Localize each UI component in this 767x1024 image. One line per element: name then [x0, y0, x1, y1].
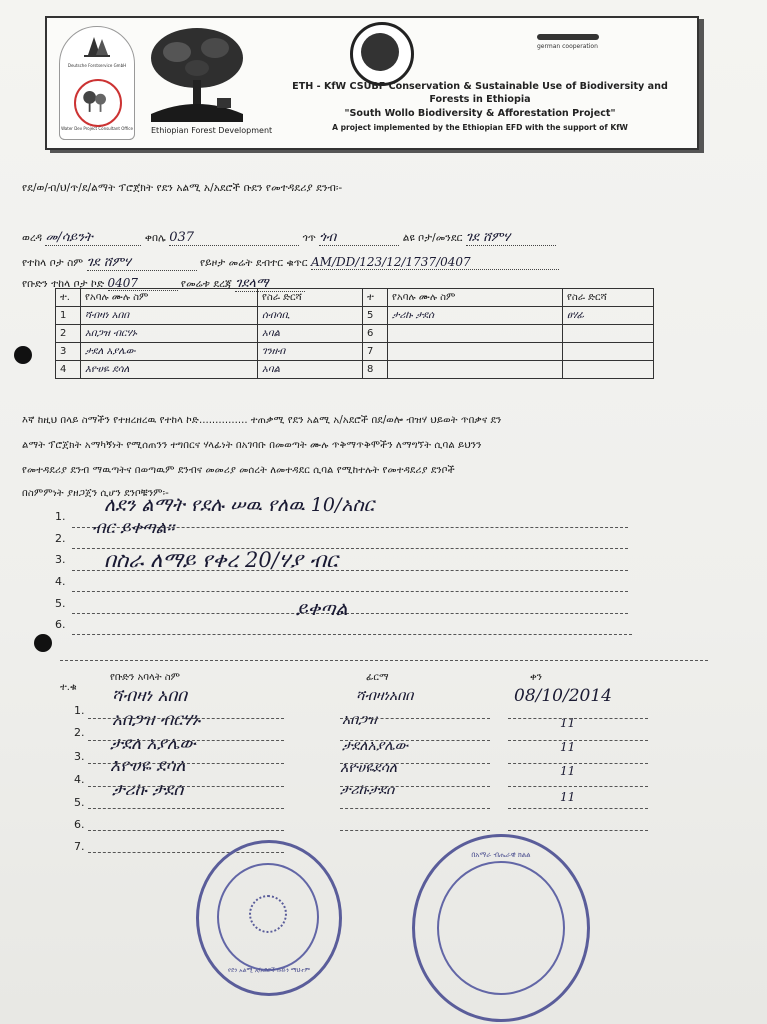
member-name2: ታሪኩ ታደሰ — [388, 307, 563, 325]
row-no2: 7 — [363, 343, 388, 361]
table-row — [56, 307, 654, 325]
sig-no: 5. — [74, 796, 85, 809]
sig-name: እዮሀዬ ደሳለ — [110, 756, 186, 776]
col-name: የአባሉ ሙሉ ስም — [81, 289, 258, 307]
sig-line — [340, 786, 490, 787]
rule-no: 2. — [55, 532, 66, 545]
members-table — [55, 288, 654, 379]
sig-line — [508, 763, 648, 764]
sig-name: ሻብዛነ አበበ — [112, 686, 187, 706]
woreda-value: መ/ሳይንት — [45, 230, 141, 246]
trees-icon — [76, 81, 116, 121]
sig-no: 6. — [74, 818, 85, 831]
member-name2 — [388, 343, 563, 361]
gc-name: german cooperation — [537, 43, 598, 50]
german-cooperation-logo — [537, 34, 599, 50]
rule-no: 3. — [55, 553, 66, 566]
sig-line — [508, 740, 648, 741]
sig-line — [88, 763, 284, 764]
site-label: ልዩ ቦታ/መንደር — [402, 232, 463, 244]
col-no2: ተ — [363, 289, 388, 307]
site-value: ገደ ሸምሃ — [466, 230, 556, 246]
group-code-label: የቡድን ተከላ ቦታ ኮድ — [22, 278, 105, 290]
kebele-label: ቀበሌ — [144, 232, 166, 244]
rule-text: ለደን ልማት የደሉ ሠዉ የለዉ 10/አስር — [104, 494, 375, 516]
plant-site-label: የተከላ ቦታ ስም — [22, 257, 84, 269]
col-no: ተ. — [56, 289, 81, 307]
project-title-line1: ETH - KfW CSUBF Conservation & Sustainable Use of Biodiversity and — [292, 81, 668, 92]
stamp-ring — [437, 861, 565, 995]
dfs-circle-emblem — [74, 79, 122, 127]
member-role: ሰብሳቢ — [258, 307, 363, 325]
sig-no: 3. — [74, 750, 85, 763]
ethiopia-emblem-logo — [350, 22, 414, 86]
sig-line — [340, 830, 490, 831]
rule-text: ይቀጣል — [296, 598, 348, 620]
rule-text: በስራ ለማይ የቀረ 20/ሃያ ብር — [104, 548, 338, 572]
rule-line — [60, 660, 708, 661]
sig-date: 11 — [560, 716, 576, 730]
sig-line — [88, 718, 284, 719]
sig-line — [508, 808, 648, 809]
project-title-line2: Forests in Ethiopia — [429, 94, 531, 105]
sig-line — [88, 830, 284, 831]
row-no2: 8 — [363, 361, 388, 379]
sig-no: 1. — [74, 704, 85, 717]
row-no2: 5 — [363, 307, 388, 325]
stamp-text: የደን አልሚ አ/አደሮች ቡድን ማህተም — [227, 967, 311, 974]
member-role2 — [563, 361, 654, 379]
sig-line — [340, 763, 490, 764]
sig-sign: እዮሀዬደሳለ — [340, 760, 398, 776]
member-role2: ፀሃፊ — [563, 307, 654, 325]
stamp-text: በአማራ ብሔራዊ ክልል — [471, 851, 531, 859]
table-row — [56, 325, 654, 343]
sig-col-sign: ፊርማ — [366, 672, 389, 683]
sig-no: 4. — [74, 773, 85, 786]
rule-no: 5. — [55, 597, 66, 610]
rule-line — [72, 591, 628, 592]
sig-col-no: ተ.ቁ — [60, 682, 77, 693]
sig-line — [340, 740, 490, 741]
agreement-line-2: ልማት ፕሮጀክት አማካኝነት የሚሰጠንን ተግበርና ሃላፊነት በአገባቡ በመወጣት ሙሉ ጥቅማጥቅሞችን ለማግኘት ሲባል ይህንን — [22, 440, 482, 451]
cert-label: የይዞታ መሬት ደብተር ቁጥር — [199, 257, 308, 269]
member-name: እዮሀዬ ደሳለ — [81, 361, 258, 379]
sig-line — [88, 786, 284, 787]
efd-tree-logo — [147, 24, 247, 122]
location-row-2 — [22, 255, 559, 271]
sig-sign: ሻብዛነአበበ — [356, 688, 414, 704]
sig-line — [508, 718, 648, 719]
cert-value: AM/DD/123/12/1737/0407 — [311, 255, 559, 270]
location-row-1 — [22, 230, 556, 246]
sig-line — [340, 718, 490, 719]
member-name2 — [388, 361, 563, 379]
woreda-label: ወረዳ — [22, 232, 43, 244]
table-row — [56, 361, 654, 379]
rule-no: 4. — [55, 575, 66, 588]
project-title-line3: "South Wollo Biodiversity & Afforestation Project" — [344, 108, 616, 119]
member-role: አባል — [258, 361, 363, 379]
rule-no: 1. — [55, 510, 66, 523]
stamp-center — [249, 895, 287, 933]
sig-line — [508, 786, 648, 787]
sig-name: አበጋዝ ብርሃኑ — [112, 710, 201, 730]
row-no: 4 — [56, 361, 81, 379]
rule-line — [72, 613, 628, 614]
member-role2 — [563, 343, 654, 361]
row-no: 3 — [56, 343, 81, 361]
member-name: ታደለ አያሌው — [81, 343, 258, 361]
sig-date: 11 — [560, 790, 576, 804]
sig-no: 7. — [74, 840, 85, 853]
row-no: 2 — [56, 325, 81, 343]
sig-sign: ታደለአያሌው — [342, 738, 409, 754]
sig-no: 2. — [74, 726, 85, 739]
rule-line — [72, 634, 632, 635]
sig-line — [508, 830, 648, 831]
got-label: ጎጥ — [302, 232, 316, 244]
sig-line — [88, 808, 284, 809]
col-name2: የአባሉ ሙሉ ስም — [388, 289, 563, 307]
land-grade-value: ገደላማ — [235, 276, 305, 292]
member-role: ገንዘብ — [258, 343, 363, 361]
table-row — [56, 343, 654, 361]
left-stamp — [196, 840, 342, 996]
member-name2 — [388, 325, 563, 343]
row-no2: 6 — [363, 325, 388, 343]
member-role2 — [563, 325, 654, 343]
plant-site-value: ገደ ሸምሃ — [87, 255, 197, 271]
sig-line — [88, 740, 284, 741]
right-stamp — [412, 834, 590, 1022]
member-role: አባል — [258, 325, 363, 343]
col-role: የስራ ድርሻ — [258, 289, 363, 307]
dfs-tree-icon — [80, 33, 114, 59]
dfs-name: Deutsche Forstservice GmbH — [67, 63, 127, 68]
sig-col-date: ቀን — [530, 672, 542, 683]
rule-text: ብር ይቀጣል፡፡ — [92, 518, 175, 538]
sig-sign: አበጋዝ — [342, 712, 377, 728]
sig-name: ታሪኩ ታደሰ — [112, 780, 184, 800]
sig-sign: ታሪኩታደሰ — [340, 782, 395, 798]
sig-name: ታደለ አያሌው — [110, 734, 196, 754]
sig-col-name: የቡድን አባላት ስም — [110, 672, 180, 683]
row-no: 1 — [56, 307, 81, 325]
land-grade-label: የመሬቱ ደረጃ — [180, 278, 232, 290]
project-header — [45, 16, 699, 150]
agreement-line-3: የመተዳደሪያ ደንብ ማዉጣትና በወጣዉም ደንብና መመሪያ መሰረት ለመተዳደር ሲባል የሚከተሉት የመተዳደሪያ ደንቦች — [22, 465, 455, 476]
agreement-line-1: እኛ ከዚህ በላይ ስማችን የተዘረዘረዉ የተከላ ኮድ............... ተጠቃሚ የደን አልሚ አ/አደሮች በደ/ወሎ ብዝሃ ህይወት ጥበቃና ደን — [22, 415, 502, 426]
efd-label: Ethiopian Forest Development — [151, 126, 273, 135]
rule-no: 6. — [55, 618, 66, 631]
got-value: ጎብ — [319, 230, 399, 246]
member-name: ሻብዛነ አበበ — [81, 307, 258, 325]
col-role2: የስራ ድርሻ — [563, 289, 654, 307]
project-title-line4: A project implemented by the Ethiopian EFD with the support of KfW — [332, 123, 628, 132]
agreement-line-4: በስምምነት ያዘጋጀን ሲሆን ደንቦቹንም፡- — [22, 488, 169, 499]
sig-date: 08/10/2014 — [514, 686, 612, 706]
member-name: አበጋዝ ብርሃኑ — [81, 325, 258, 343]
punch-hole — [34, 634, 52, 652]
form-intro: የደ/ወ/ብ/ህ/ጥ/ደ/ልማት ፕሮጀክት የደን አልሚ አ/አደሮች ቡደን የመተዳደሪያ ደንብ፡- — [22, 182, 343, 194]
dfs-office: Water Dev Project Consultant Office — [61, 126, 133, 131]
group-code-value: 0407 — [108, 276, 178, 291]
members-table-header — [56, 289, 654, 307]
sig-date: 11 — [560, 740, 576, 754]
sig-line — [340, 808, 490, 809]
kebele-value: 037 — [169, 230, 299, 246]
punch-hole — [14, 346, 32, 364]
dfs-logo — [59, 26, 135, 140]
sig-date: 11 — [560, 764, 576, 778]
